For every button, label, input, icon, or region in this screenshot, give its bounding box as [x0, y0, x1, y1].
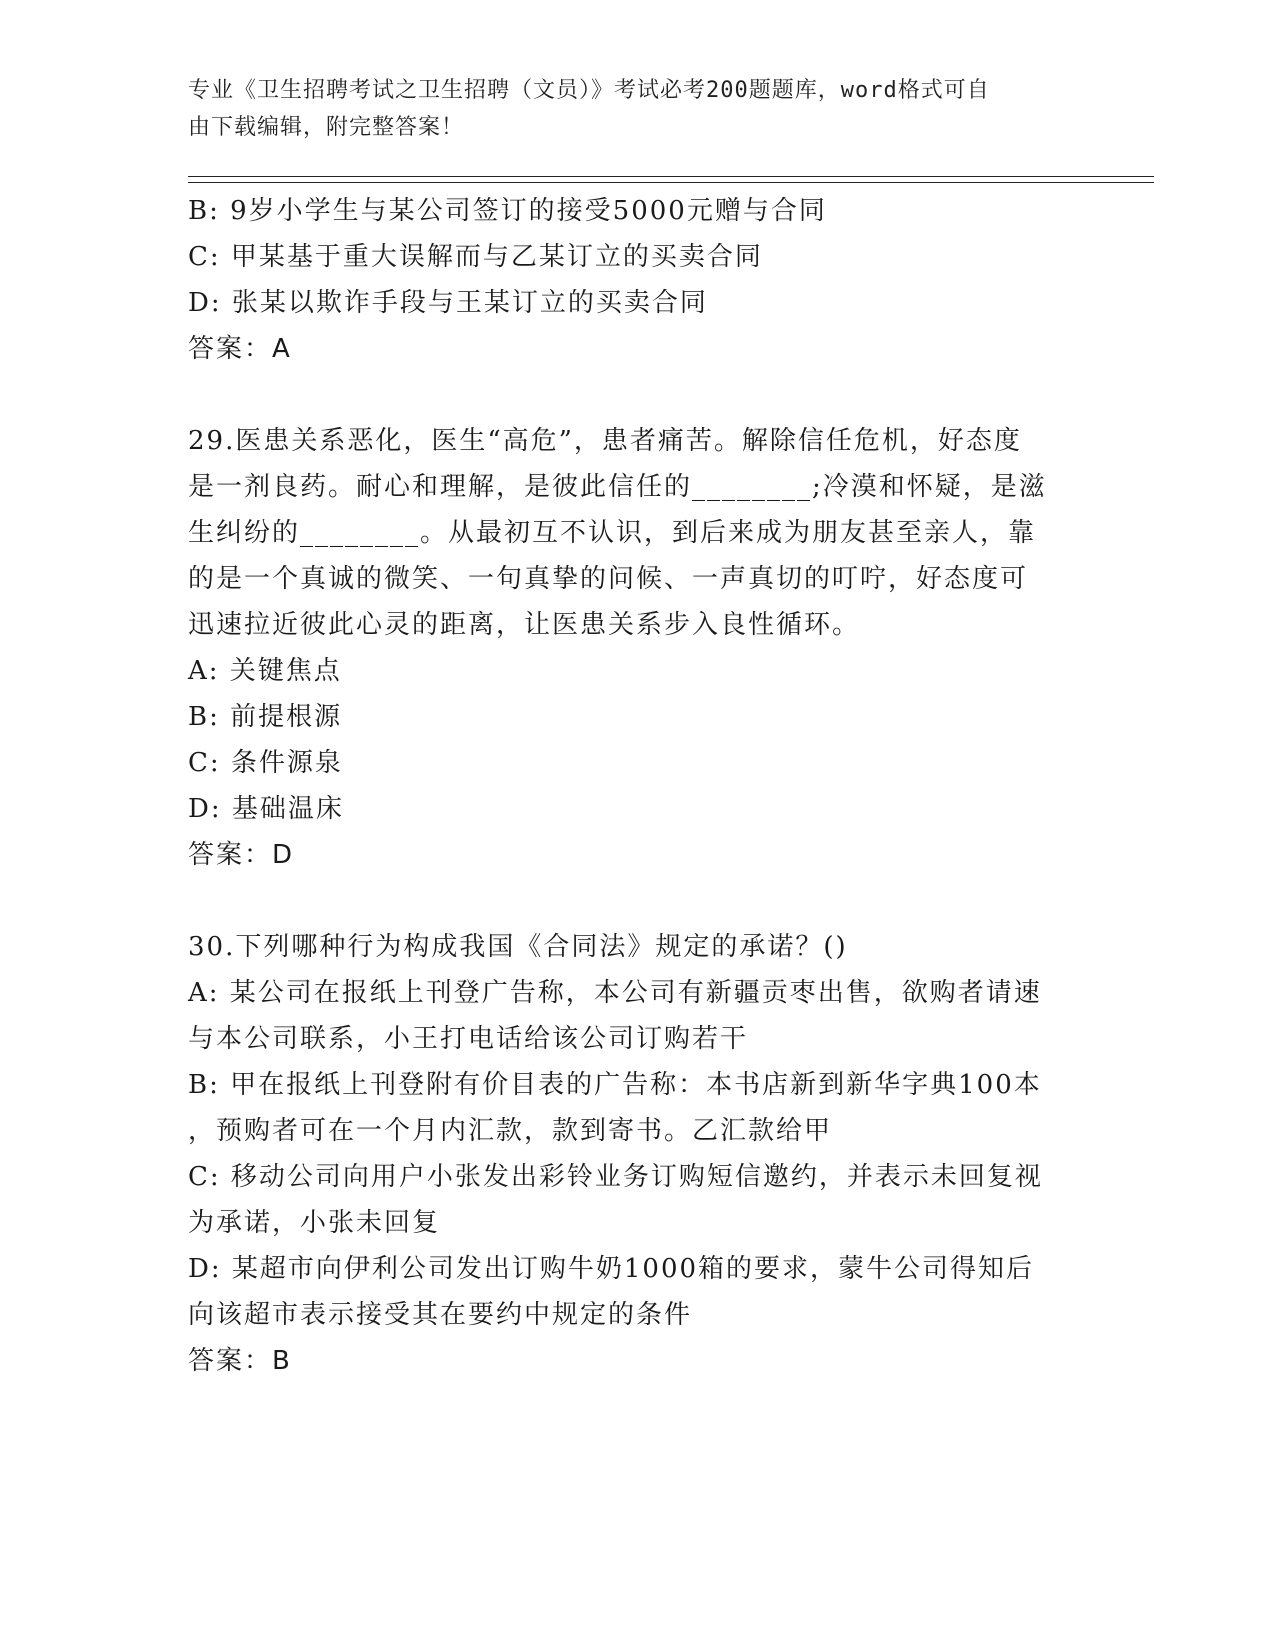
question-text-line: 的是一个真诚的微笑、一句真挚的问候、一声真切的叮咛，好态度可	[188, 564, 1029, 594]
header-line: 由下载编辑，附完整答案！	[188, 115, 465, 140]
answer-line: 答案：D	[188, 840, 295, 870]
option-a-line: 与本公司联系，小王打电话给该公司订购若干	[188, 1024, 749, 1054]
option-d-line: 向该超市表示接受其在要约中规定的条件	[188, 1300, 693, 1330]
option-c: C: 甲某基于重大误解而与乙某订立的买卖合同	[188, 242, 763, 272]
header-rule-bottom	[188, 182, 1154, 183]
question-28-continued	[188, 188, 1068, 372]
header-line: 专业《卫生招聘考试之卫生招聘（文员）》考试必考200题题库，word格式可自	[188, 78, 990, 103]
option-b: B: 9岁小学生与某公司签订的接受5000元赠与合同	[188, 196, 827, 226]
option-b: B: 前提根源	[188, 702, 343, 732]
option-a: A: 关键焦点	[188, 656, 342, 686]
option-d: D: 张某以欺诈手段与王某订立的买卖合同	[188, 288, 708, 318]
question-text-line: 迅速拉近彼此心灵的距离，让医患关系步入良性循环。	[188, 610, 861, 640]
option-c-line: C: 移动公司向用户小张发出彩铃业务订购短信邀约，并表示未回复视	[188, 1162, 1043, 1192]
document-header	[188, 72, 1068, 146]
question-30	[188, 924, 1068, 1384]
answer-line: 答案：B	[188, 1346, 292, 1376]
question-text-line: 30.下列哪种行为构成我国《合同法》规定的承诺？()	[188, 932, 848, 962]
document-body	[188, 188, 1068, 1384]
option-d-line: D: 某超市向伊利公司发出订购牛奶1000箱的要求，蒙牛公司得知后	[188, 1254, 1035, 1284]
spacer	[188, 372, 1068, 418]
option-d: D: 基础温床	[188, 794, 344, 824]
option-a-line: A: 某公司在报纸上刊登广告称，本公司有新疆贡枣出售，欲购者请速	[188, 978, 1042, 1008]
option-b-line: B: 甲在报纸上刊登附有价目表的广告称：本书店新到新华字典100本	[188, 1070, 1042, 1100]
option-c-line: 为承诺，小张未回复	[188, 1208, 441, 1238]
spacer	[188, 878, 1068, 924]
answer-line: 答案：A	[188, 334, 292, 364]
question-29	[188, 418, 1068, 878]
option-b-line: ，预购者可在一个月内汇款，款到寄书。乙汇款给甲	[188, 1116, 833, 1146]
header-rule-top	[188, 176, 1154, 177]
question-text-line: 是一剂良药。耐心和理解，是彼此信任的________;冷漠和怀疑，是滋	[188, 472, 1047, 502]
option-c: C: 条件源泉	[188, 748, 343, 778]
question-text-line: 生纠纷的________。从最初互不认识，到后来成为朋友甚至亲人，靠	[188, 518, 1037, 548]
question-text-line: 29.医患关系恶化，医生“高危”，患者痛苦。解除信任危机，好态度	[188, 426, 1022, 456]
